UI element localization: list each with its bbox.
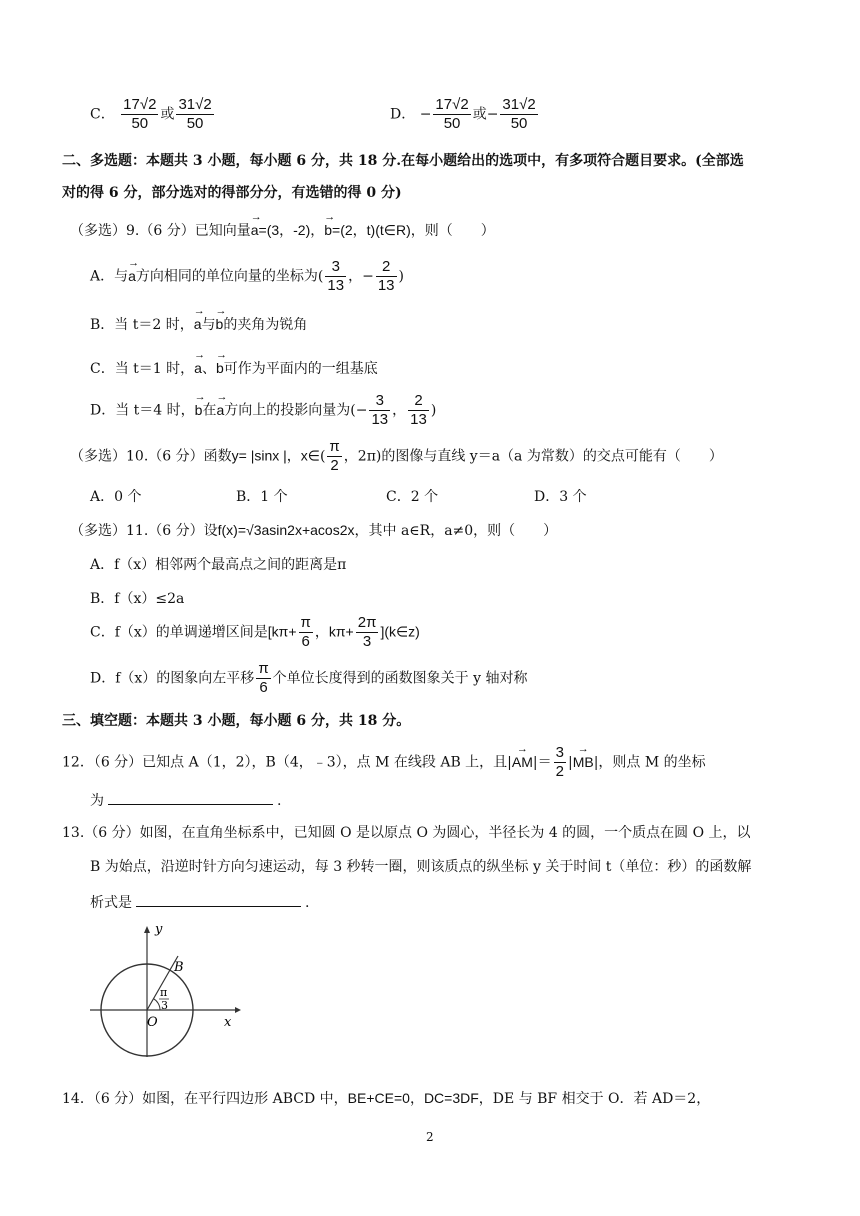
q9-option-b bbox=[90, 314, 307, 334]
option-text: 方向上的投影向量为 bbox=[224, 402, 351, 419]
option-text: 的夹角为锐角 bbox=[223, 317, 308, 333]
fraction: $\frac{17√2}{50}$ bbox=[123, 96, 157, 132]
minus-sign: − bbox=[486, 106, 499, 123]
fraction: $\frac{\pi}{6}$ bbox=[300, 614, 311, 650]
q13-answer-line bbox=[90, 892, 309, 912]
vector-a: → a bbox=[194, 360, 202, 376]
stem-text: ，2π)的图像与直线 y＝a（a 为常数）的交点可能有（ ） bbox=[343, 448, 723, 465]
option-text: 方向相同的单位向量的坐标为 bbox=[135, 268, 318, 285]
stem-text: 12．（6 分）已知点 A（1，2），B（4，﹣3），点 M 在线段 AB 上，且| bbox=[62, 754, 512, 771]
y-axis-arrow bbox=[144, 926, 150, 933]
option-text: B．当 t＝2 时， bbox=[90, 317, 194, 333]
fraction: $\frac{3}{13}$ bbox=[327, 258, 345, 294]
q12-answer-line bbox=[90, 790, 281, 810]
q11-option-d bbox=[90, 660, 527, 697]
stem-text: 14．（6 分）如图，在平行四边形 ABCD 中， bbox=[62, 1091, 348, 1107]
q14-stem bbox=[62, 1088, 710, 1108]
option-text: C．当 t＝1 时， bbox=[90, 361, 195, 377]
q11-stem bbox=[70, 520, 557, 540]
vector-a: → a bbox=[251, 222, 259, 238]
fraction: $\frac{2\pi}{3}$ bbox=[357, 614, 377, 650]
q9-option-d: D．当 t＝4 时，→ b在→ a方向上的投影向量为(− $\frac{3}{13}$ ， $\frac{2}{13}$ ) bbox=[90, 392, 436, 429]
option-text: 可作为平面内的一组基底 bbox=[223, 361, 378, 377]
option-text: 与 bbox=[201, 317, 216, 333]
period: . bbox=[277, 793, 282, 809]
or-text: 或 bbox=[472, 106, 487, 123]
option-text: D．f（x）的图象向左平移 bbox=[90, 670, 255, 687]
minus-sign: − bbox=[419, 106, 432, 123]
q13-line2: B 为始点，沿逆时针方向匀速运动，每 3 秒转一圈，则该质点的纵坐标 y 关于时间 t（单位：秒）的函数解 bbox=[90, 859, 752, 875]
x-axis-label: x bbox=[224, 1015, 232, 1030]
point-b-label: B bbox=[174, 960, 184, 975]
interval-text: ，kπ+ bbox=[314, 623, 354, 640]
answer-blank[interactable] bbox=[136, 892, 301, 907]
q10-option-c: C．2 个 bbox=[386, 489, 439, 505]
stem-text: （多选）10.（6 分）函数 bbox=[70, 448, 232, 465]
q8-option-c bbox=[90, 96, 216, 133]
or-text: 或 bbox=[160, 106, 175, 123]
option-text: A．与 bbox=[90, 268, 129, 285]
vector-value: =(3，-2)， bbox=[258, 222, 325, 238]
vector-equation: BE+CE=0 bbox=[347, 1090, 410, 1106]
q10-stem: （多选）10.（6 分）函数y= |sinx |，x∈( $\frac{\pi}{2}$ ，2π)的图像与直线 y＝a（a 为常数）的交点可能有（ ） bbox=[70, 438, 723, 474]
angle-numerator: π bbox=[160, 986, 168, 999]
interval-text: ](k∈z) bbox=[380, 623, 420, 640]
q8-option-d bbox=[390, 96, 540, 133]
fraction: $\frac{3}{2}$ bbox=[555, 744, 564, 780]
vector-value: =(2，t)(t∈R)，则（ ） bbox=[332, 222, 495, 238]
y-axis-label: y bbox=[155, 925, 163, 937]
stem-text: | bbox=[567, 754, 573, 771]
fraction: $\frac{31√2}{50}$ bbox=[502, 96, 536, 132]
q10-option-a: A．0 个 bbox=[90, 489, 142, 505]
fraction: $\frac{2}{13}$ bbox=[377, 258, 395, 294]
x-axis-arrow bbox=[235, 1007, 241, 1013]
page-number: 2 bbox=[426, 1130, 434, 1144]
function-expr: f(x)=√3asin2x+acos2x bbox=[217, 522, 355, 538]
section2-heading-line2: 对的得 6 分，部分选对的得部分分，有选错的得 0 分) bbox=[62, 185, 402, 201]
option-text: 、 bbox=[201, 361, 216, 377]
section3-heading: 三、填空题：本题共 3 小题，每小题 6 分，共 18 分。 bbox=[62, 713, 411, 729]
fraction: $\frac{\pi}{6}$ bbox=[258, 660, 269, 696]
stem-text: （多选）9.（6 分）已知向量 bbox=[70, 223, 251, 239]
separator: ， bbox=[409, 1091, 424, 1107]
stem-text: |＝ bbox=[532, 754, 552, 771]
option-text: 个单位长度得到的函数图象关于 y 轴对称 bbox=[272, 670, 528, 687]
q10-option-d: D．3 个 bbox=[534, 489, 587, 505]
option-text: 在 bbox=[202, 402, 217, 419]
stem-text: （多选）11.（6 分）设 bbox=[70, 523, 218, 539]
q10-option-b: B．1 个 bbox=[236, 489, 288, 505]
fraction: $\frac{3}{13}$ bbox=[371, 392, 389, 428]
stem-text: ，其中 a∈R，a≠0，则（ ） bbox=[354, 523, 558, 539]
origin-label: O bbox=[147, 1015, 158, 1030]
interval-text: [kπ+ bbox=[267, 623, 297, 640]
option-label: D． bbox=[390, 106, 416, 123]
q9-option-a: A．与→ a方向相同的单位向量的坐标为( $\frac{3}{13}$ ，− $\frac{2}{13}$ ) bbox=[90, 258, 404, 295]
q11-option-a: A．f（x）相邻两个最高点之间的距离是π bbox=[90, 557, 347, 573]
vector-b: → b bbox=[216, 360, 224, 376]
stem-text: 析式是 bbox=[90, 895, 132, 911]
stem-text: |，则点 M 的坐标 bbox=[593, 754, 706, 771]
fraction: $\frac{\pi}{2}$ bbox=[329, 438, 340, 474]
q9-stem bbox=[70, 220, 495, 240]
vector-a: → a bbox=[128, 268, 136, 284]
stem-text: ，DE 与 BF 相交于 O．若 AD＝2， bbox=[478, 1091, 711, 1107]
vector-b: → b bbox=[216, 316, 224, 332]
q13-line1: 13.（6 分）如图，在直角坐标系中，已知圆 O 是以原点 O 为圆心，半径长为 4 的圆，一个质点在圆 O 上，以 bbox=[62, 825, 751, 841]
vector-mb: → MB bbox=[573, 754, 594, 770]
vector-equation: DC=3DF bbox=[423, 1090, 479, 1106]
option-text: D．当 t＝4 时， bbox=[90, 402, 195, 419]
q9-option-c bbox=[90, 358, 378, 378]
vector-b: → b bbox=[324, 222, 332, 238]
unit-circle-figure bbox=[85, 925, 245, 1060]
q11-option-b: B．f（x）≤2a bbox=[90, 591, 185, 607]
option-label: C． bbox=[90, 106, 115, 123]
vector-a: → a bbox=[216, 402, 224, 418]
fraction: $\frac{17√2}{50}$ bbox=[435, 96, 469, 132]
angle-arc bbox=[154, 999, 161, 1010]
q12-stem bbox=[62, 744, 706, 781]
fraction: $\frac{31√2}{50}$ bbox=[178, 96, 212, 132]
stem-text: 为 bbox=[90, 793, 104, 809]
vector-a: → a bbox=[194, 316, 202, 332]
fraction: $\frac{2}{13}$ bbox=[410, 392, 427, 428]
option-text: C．f（x）的单调递增区间是 bbox=[90, 624, 268, 641]
vector-b: → b bbox=[195, 402, 203, 418]
vector-am: → AM bbox=[512, 754, 533, 770]
period: . bbox=[305, 895, 310, 911]
q11-option-c bbox=[90, 614, 420, 651]
angle-denominator: 3 bbox=[161, 999, 168, 1012]
function-expr: y= |sinx |，x∈ bbox=[231, 447, 320, 464]
section2-heading-line1: 二、多选题：本题共 3 小题，每小题 6 分，共 18 分.在每小题给出的选项中，有多项符合题目要求。(全部选 bbox=[62, 153, 744, 169]
answer-blank[interactable] bbox=[108, 790, 273, 805]
